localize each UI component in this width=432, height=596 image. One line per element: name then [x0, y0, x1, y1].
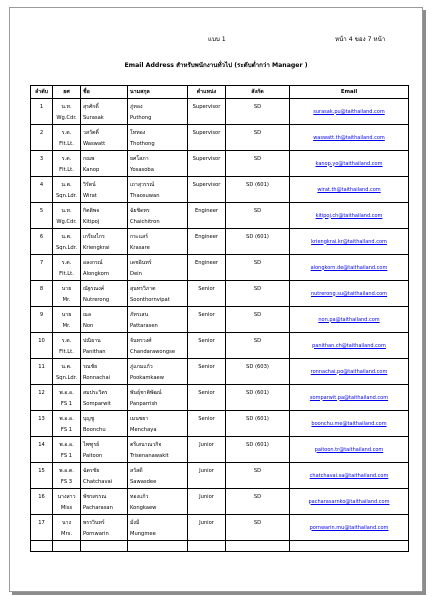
table-row	[31, 99, 409, 125]
rank-cell	[53, 463, 81, 489]
last-name-english: Menchaya	[130, 426, 157, 433]
first-name-thai: วิรัตน์	[83, 181, 96, 188]
last-name-cell	[128, 333, 188, 359]
last-name-cell	[128, 359, 188, 385]
email-link[interactable]: pornwarin.mu@taithailand.com	[290, 515, 409, 541]
first-name-cell	[81, 411, 128, 437]
first-name-english: Kanop	[83, 166, 100, 173]
first-name-cell	[81, 515, 128, 541]
first-name-english: Alongkorn	[83, 270, 110, 277]
email-link[interactable]: surasak.pu@taithailand.com	[290, 99, 409, 125]
first-name-thai: อลงกรณ์	[83, 259, 103, 266]
department-cell: SD (601)	[226, 177, 290, 203]
rank-thai: พ.อ.อ.	[59, 389, 74, 396]
rank-english: Wg.Cdr.	[56, 218, 77, 225]
rank-english: Flt.Lt.	[59, 166, 74, 173]
rank-cell	[53, 411, 81, 437]
email-link[interactable]: alongkorn.de@taithailand.com	[290, 255, 409, 281]
last-name-english: Kongkaew	[130, 504, 157, 511]
position-cell: Junior	[188, 437, 226, 463]
rank-english: FS 1	[60, 452, 73, 459]
position-cell: Supervisor	[188, 151, 226, 177]
first-name-cell	[81, 151, 128, 177]
first-name-english: Boonchu	[83, 426, 106, 433]
row-number: 3	[31, 151, 53, 177]
row-number: 6	[31, 229, 53, 255]
department-cell: SD	[226, 463, 290, 489]
rank-english: FS 3	[60, 478, 73, 485]
first-name-english: Somparwit	[83, 400, 111, 407]
rank-thai: พ.อ.อ.	[59, 441, 74, 448]
position-cell: Engineer	[188, 255, 226, 281]
table-row	[31, 125, 409, 151]
rank-thai: น.ท.	[61, 207, 72, 214]
email-link[interactable]: wirat.th@taithailand.com	[290, 177, 409, 203]
last-name-thai: ตรีเสนาณวกิจ	[130, 441, 162, 448]
position-cell: Senior	[188, 411, 226, 437]
department-cell: SD	[226, 99, 290, 125]
rank-english: Sqn.Ldr.	[55, 244, 77, 251]
department-cell: SD (601)	[226, 437, 290, 463]
rank-english: Sqn.Ldr.	[55, 192, 77, 199]
rank-thai: นาย	[61, 285, 72, 292]
last-name-thai: ภู่ทอง	[130, 103, 143, 110]
last-name-cell	[128, 99, 188, 125]
last-name-thai: ยศโสภา	[130, 155, 149, 162]
rank-english: Wg.Cdr.	[56, 114, 77, 121]
first-name-thai: ปณิธาน	[83, 337, 101, 344]
last-name-thai: เถาสุวรรณ์	[130, 181, 155, 188]
rank-cell	[53, 333, 81, 359]
column-header-position: ตำแหน่ง	[188, 86, 226, 99]
last-name-english: Sawasdee	[130, 478, 157, 485]
department-cell: SD	[226, 255, 290, 281]
last-name-cell	[128, 255, 188, 281]
first-name-thai: บุญชู	[83, 415, 95, 422]
first-name-cell	[81, 359, 128, 385]
first-name-english: Surasak	[83, 114, 104, 121]
email-link[interactable]: boonchu.me@taithailand.com	[290, 411, 409, 437]
table-row	[31, 151, 409, 177]
rank-english: FS 1	[60, 400, 73, 407]
email-link[interactable]: chatchavai.sa@taithailand.com	[290, 463, 409, 489]
table-row	[31, 385, 409, 411]
first-name-thai: กณพ	[83, 155, 95, 162]
row-number: 13	[31, 411, 53, 437]
column-header-department: สังกัด	[226, 86, 290, 99]
first-name-thai: ณล	[83, 311, 91, 318]
email-link[interactable]: panithan.ch@taithailand.com	[290, 333, 409, 359]
first-name-cell	[81, 385, 128, 411]
table-row	[31, 281, 409, 307]
last-name-english: Panparrish	[130, 400, 158, 407]
column-header-last-name: นามสกุล	[128, 86, 188, 99]
position-cell: Senior	[188, 281, 226, 307]
rank-thai: ร.ต.	[61, 155, 72, 162]
first-name-cell	[81, 463, 128, 489]
last-name-english: Pattarasen	[130, 322, 158, 329]
rank-cell	[53, 385, 81, 411]
last-name-thai: เมนชยา	[130, 415, 149, 422]
rank-cell	[53, 281, 81, 307]
last-name-english: Chandarawongse	[130, 348, 176, 355]
table-row	[31, 255, 409, 281]
email-link[interactable]: kriengkrai.kr@taithailand.com	[290, 229, 409, 255]
rank-cell	[53, 515, 81, 541]
table-row	[31, 203, 409, 229]
page-number: หน้า 4 ของ 7 หน้า	[335, 36, 386, 43]
row-number: 15	[31, 463, 53, 489]
first-name-cell	[81, 281, 128, 307]
rank-english: Flt.Lt.	[59, 270, 74, 277]
first-name-thai: กิตติพจ	[83, 207, 100, 214]
position-cell: Supervisor	[188, 177, 226, 203]
first-name-cell	[81, 177, 128, 203]
rank-cell	[53, 255, 81, 281]
first-name-thai: วสวัตติ์	[83, 129, 99, 136]
table-row	[31, 333, 409, 359]
last-name-cell	[128, 125, 188, 151]
position-cell: Supervisor	[188, 99, 226, 125]
table-row	[31, 307, 409, 333]
position-cell: Senior	[188, 385, 226, 411]
first-name-english: Wirat	[83, 192, 97, 199]
department-cell: SD	[226, 515, 290, 541]
position-cell: Engineer	[188, 229, 226, 255]
first-name-english: Chatchavai	[83, 478, 113, 485]
rank-thai: ร.ต.	[61, 129, 72, 136]
last-name-cell	[128, 177, 188, 203]
first-name-cell	[81, 307, 128, 333]
empty-row	[31, 541, 409, 552]
first-name-thai: สุรศักดิ์	[83, 103, 99, 110]
position-cell: Senior	[188, 333, 226, 359]
rank-cell	[53, 99, 81, 125]
column-header-first-name: ชื่อ	[81, 86, 128, 99]
document-title: Email Address สำหรับพนักงานทั่วไป (ระดับต่ำกว่า Manager )	[124, 62, 308, 69]
rank-cell	[53, 125, 81, 151]
last-name-thai: ทองแก้ว	[130, 493, 149, 500]
rank-english: Miss	[60, 504, 73, 511]
rank-cell	[53, 489, 81, 515]
department-cell: SD	[226, 333, 290, 359]
last-name-english: Dein	[130, 270, 142, 277]
department-cell: SD	[226, 489, 290, 515]
first-name-cell	[81, 437, 128, 463]
rank-thai: นางสาว	[57, 493, 76, 500]
table-row	[31, 229, 409, 255]
row-number: 5	[31, 203, 53, 229]
first-name-english: Waswatt	[83, 140, 106, 147]
first-name-english: Pacharasan	[83, 504, 113, 511]
rank-thai: พ.อ.ต.	[59, 467, 74, 474]
document-page	[9, 7, 423, 592]
last-name-cell	[128, 437, 188, 463]
column-header-no: ลำดับ	[31, 86, 53, 99]
rank-thai: น.ต.	[61, 233, 72, 240]
last-name-thai: ฉัยชิดทร	[130, 207, 150, 214]
first-name-thai: ไพฑูรย์	[83, 441, 100, 448]
department-cell: SD	[226, 151, 290, 177]
email-directory-table	[30, 85, 409, 552]
table-row	[31, 437, 409, 463]
row-number: 4	[31, 177, 53, 203]
department-cell: SD	[226, 203, 290, 229]
first-name-cell	[81, 125, 128, 151]
rank-english: Mr.	[62, 322, 71, 329]
department-cell: SD	[226, 125, 290, 151]
position-cell: Engineer	[188, 203, 226, 229]
last-name-thai: ภัทรเสน	[130, 311, 149, 318]
rank-english: Mrs.	[61, 530, 72, 537]
last-name-cell	[128, 515, 188, 541]
email-link[interactable]: pacharasarnko@taithailand.com	[290, 489, 409, 515]
row-number: 14	[31, 437, 53, 463]
department-cell: SD (603)	[226, 359, 290, 385]
email-link[interactable]: kanop.yo@taithailand.com	[290, 151, 409, 177]
row-number: 8	[31, 281, 53, 307]
department-cell: SD	[226, 307, 290, 333]
first-name-english: Paitoon	[83, 452, 103, 459]
last-name-cell	[128, 385, 188, 411]
table-row	[31, 411, 409, 437]
row-number: 7	[31, 255, 53, 281]
table-row	[31, 489, 409, 515]
row-number: 1	[31, 99, 53, 125]
first-name-english: Kitipoj	[83, 218, 100, 225]
row-number: 12	[31, 385, 53, 411]
table-row	[31, 515, 409, 541]
last-name-cell	[128, 411, 188, 437]
column-header-email: Email	[290, 86, 409, 99]
department-cell: SD (601)	[226, 385, 290, 411]
first-name-english: Panithan	[83, 348, 106, 355]
position-cell: Junior	[188, 489, 226, 515]
rank-english: Sqn.Ldr.	[55, 374, 77, 381]
last-name-english: Soonthornvipat	[130, 296, 170, 303]
row-number: 2	[31, 125, 53, 151]
form-label: แบบ 1	[208, 36, 226, 43]
rank-english: Flt.Lt.	[59, 140, 74, 147]
position-cell: Senior	[188, 307, 226, 333]
first-name-thai: สมประวิตร	[83, 389, 108, 396]
last-name-english: Yosasoba	[130, 166, 154, 173]
last-name-english: Mungmee	[130, 530, 156, 537]
rank-cell	[53, 359, 81, 385]
table-row	[31, 177, 409, 203]
row-number: 10	[31, 333, 53, 359]
table-row	[31, 359, 409, 385]
last-name-english: Thothong	[130, 140, 155, 147]
last-name-thai: พันธุ์ชาติพัฒน์	[130, 389, 162, 396]
position-cell: Supervisor	[188, 125, 226, 151]
first-name-cell	[81, 99, 128, 125]
rank-cell	[53, 151, 81, 177]
position-cell: Junior	[188, 463, 226, 489]
last-name-cell	[128, 281, 188, 307]
rank-cell	[53, 437, 81, 463]
first-name-english: Kriengkrai	[83, 244, 110, 251]
first-name-cell	[81, 255, 128, 281]
first-name-english: Ronnachai	[83, 374, 111, 381]
last-name-thai: ภู่แกมแก้ว	[130, 363, 153, 370]
rank-thai: น.ต.	[61, 181, 72, 188]
rank-cell	[53, 307, 81, 333]
first-name-cell	[81, 489, 128, 515]
last-name-english: Puthong	[130, 114, 152, 121]
email-link[interactable]: waswatt.th@taithailand.com	[290, 125, 409, 151]
first-name-cell	[81, 229, 128, 255]
row-number: 9	[31, 307, 53, 333]
first-name-thai: พัชรสรรณ	[83, 493, 107, 500]
position-cell: Senior	[188, 359, 226, 385]
last-name-thai: เดชอินทร์	[130, 259, 152, 266]
email-link[interactable]: somparwit.pa@taithailand.com	[290, 385, 409, 411]
last-name-cell	[128, 307, 188, 333]
first-name-thai: พรรวินทร์	[83, 519, 105, 526]
rank-cell	[53, 177, 81, 203]
department-cell: SD (601)	[226, 411, 290, 437]
last-name-cell	[128, 463, 188, 489]
last-name-cell	[128, 203, 188, 229]
last-name-thai: กระแสร์	[130, 233, 149, 240]
table-header-row	[31, 86, 409, 99]
last-name-thai: สุนทรวิภาต	[130, 285, 156, 292]
department-cell: SD	[226, 281, 290, 307]
last-name-thai: โททอง	[130, 129, 146, 136]
first-name-english: Nutrerong	[83, 296, 110, 303]
last-name-english: Pookamkaew	[130, 374, 164, 381]
first-name-english: Pornwarin	[83, 530, 109, 537]
last-name-thai: มั่งมี	[130, 519, 140, 526]
column-header-rank: ยศ	[53, 86, 81, 99]
rank-english: Mr.	[62, 296, 71, 303]
last-name-english: Krasare	[130, 244, 150, 251]
last-name-english: Trisenanawakit	[130, 452, 169, 459]
rank-thai: พ.อ.อ.	[59, 415, 74, 422]
last-name-english: Chaichitron	[130, 218, 160, 225]
last-name-cell	[128, 489, 188, 515]
email-link[interactable]: nutrerong.su@taithailand.com	[290, 281, 409, 307]
email-link[interactable]: paitoon.tr@taithailand.com	[290, 437, 409, 463]
rank-thai: ร.ต.	[61, 337, 72, 344]
rank-cell	[53, 203, 81, 229]
position-cell: Junior	[188, 515, 226, 541]
rank-english: Flt.Lt.	[59, 348, 74, 355]
email-link[interactable]: kitipoj.ch@taithailand.com	[290, 203, 409, 229]
rank-thai: นาง	[62, 519, 71, 526]
rank-thai: น.ท.	[61, 103, 72, 110]
first-name-thai: ณัฐรณงค์	[83, 285, 105, 292]
email-link[interactable]: non.pa@taithailand.com	[290, 307, 409, 333]
row-number: 17	[31, 515, 53, 541]
first-name-cell	[81, 333, 128, 359]
email-link[interactable]: ronnachai.po@taithailand.com	[290, 359, 409, 385]
rank-thai: ร.ต.	[61, 259, 72, 266]
row-number: 16	[31, 489, 53, 515]
row-number: 11	[31, 359, 53, 385]
rank-english: FS 1	[60, 426, 73, 433]
last-name-cell	[128, 151, 188, 177]
rank-cell	[53, 229, 81, 255]
last-name-thai: จันทรวงศ์	[130, 337, 152, 344]
first-name-thai: ฉัตรชัย	[83, 467, 100, 474]
first-name-cell	[81, 203, 128, 229]
rank-thai: นาย	[61, 311, 72, 318]
first-name-english: Non	[83, 322, 94, 329]
last-name-thai: สวัสดี	[130, 467, 143, 474]
first-name-thai: เกรียงไกร	[83, 233, 105, 240]
department-cell: SD (601)	[226, 229, 290, 255]
rank-thai: น.ต.	[61, 363, 72, 370]
last-name-cell	[128, 229, 188, 255]
table-row	[31, 463, 409, 489]
last-name-english: Thaosuwan	[130, 192, 160, 199]
first-name-thai: รณชัย	[83, 363, 98, 370]
